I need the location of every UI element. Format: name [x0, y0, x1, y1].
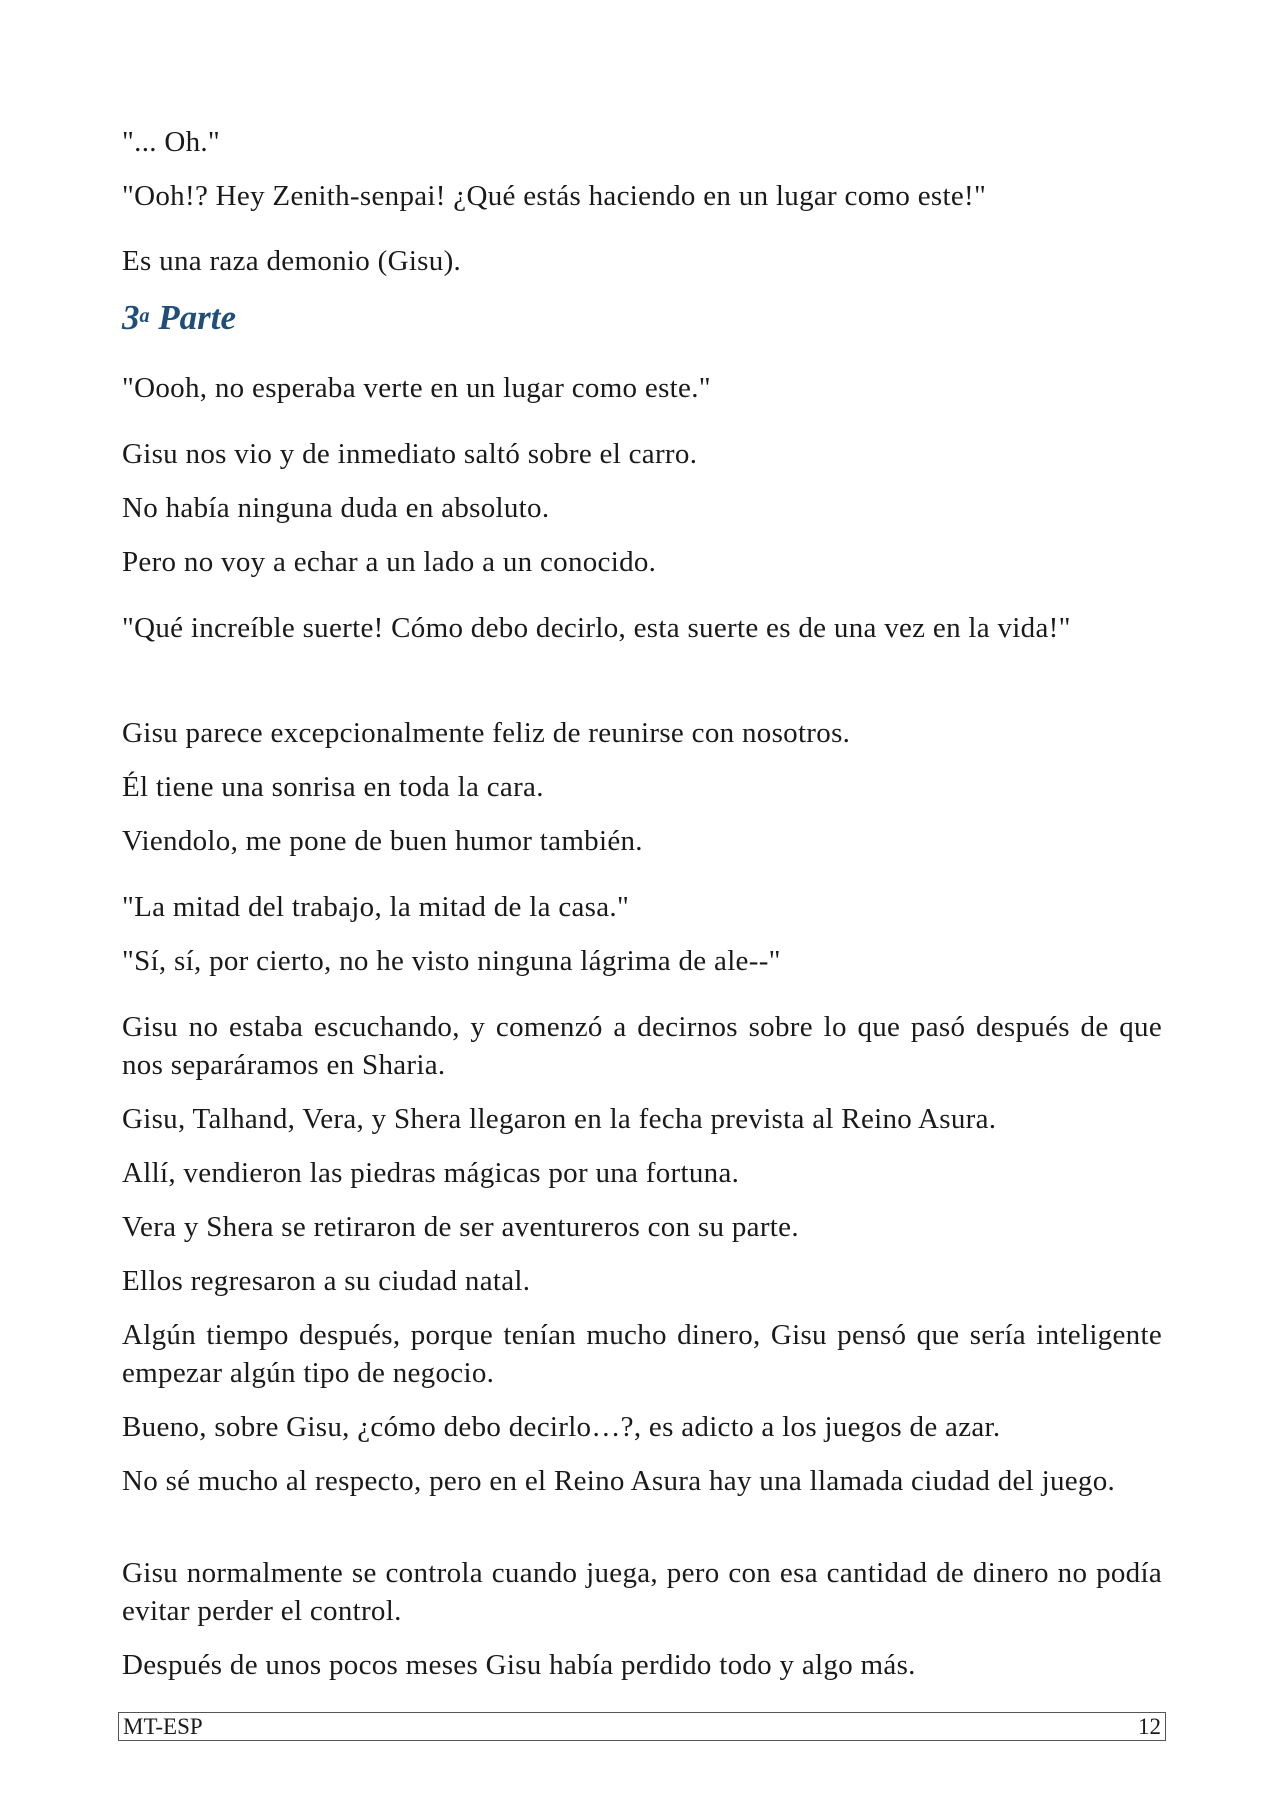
paragraph: Allí, vendieron las piedras mágicas por una fortuna. — [122, 1157, 740, 1189]
paragraph: Ellos regresaron a su ciudad natal. — [122, 1265, 531, 1297]
paragraph: Pero no voy a echar a un lado a un conocido. — [122, 546, 657, 578]
paragraph: Vera y Shera se retiraron de ser aventureros con su parte. — [122, 1211, 799, 1243]
paragraph: Gisu nos vio y de inmediato saltó sobre el carro. — [122, 438, 698, 470]
paragraph: No sé mucho al respecto, pero en el Reino Asura hay una llamada ciudad del juego. — [122, 1465, 1116, 1497]
paragraph: Él tiene una sonrisa en toda la cara. — [122, 771, 544, 803]
paragraph: Algún tiempo después, porque tenían mucho dinero, Gisu pensó que sería inteligente empezar algún tipo de negocio. — [122, 1319, 1162, 1389]
page-footer — [118, 1712, 1166, 1741]
page-number: 12 — [1138, 1713, 1161, 1739]
paragraph: Bueno, sobre Gisu, ¿cómo debo decirlo…?, es adicto a los juegos de azar. — [122, 1411, 1001, 1443]
paragraph: "Qué increíble suerte! Cómo debo decirlo, esta suerte es de una vez en la vida!" — [122, 612, 1071, 644]
heading-word: Parte — [158, 298, 237, 337]
heading-superscript: a — [139, 305, 150, 327]
paragraph: Gisu normalmente se controla cuando juega, pero con esa cantidad de dinero no podía evitar perder el control. — [122, 1557, 1162, 1627]
paragraph: "La mitad del trabajo, la mitad de la casa." — [122, 891, 630, 923]
paragraph: No había ninguna duda en absoluto. — [122, 492, 550, 524]
paragraph: "Sí, sí, por cierto, no he visto ninguna lágrima de ale--" — [122, 945, 781, 977]
footer-label: MT-ESP — [123, 1713, 203, 1739]
paragraph: "... Oh." — [122, 126, 221, 158]
heading-number: 3 — [122, 298, 140, 337]
paragraph: Es una raza demonio (Gisu). — [122, 245, 462, 277]
paragraph: "Oooh, no esperaba verte en un lugar como este." — [122, 372, 711, 404]
paragraph: Después de unos pocos meses Gisu había perdido todo y algo más. — [122, 1649, 916, 1681]
paragraph: Gisu no estaba escuchando, y comenzó a decirnos sobre lo que pasó después de que nos separáramos en Sharia. — [122, 1011, 1162, 1081]
section-heading — [122, 296, 236, 340]
paragraph: "Ooh!? Hey Zenith-senpai! ¿Qué estás haciendo en un lugar como este!" — [122, 180, 987, 212]
paragraph: Gisu parece excepcionalmente feliz de reunirse con nosotros. — [122, 717, 851, 749]
paragraph: Viendolo, me pone de buen humor también. — [122, 825, 643, 857]
paragraph: Gisu, Talhand, Vera, y Shera llegaron en la fecha prevista al Reino Asura. — [122, 1103, 997, 1135]
